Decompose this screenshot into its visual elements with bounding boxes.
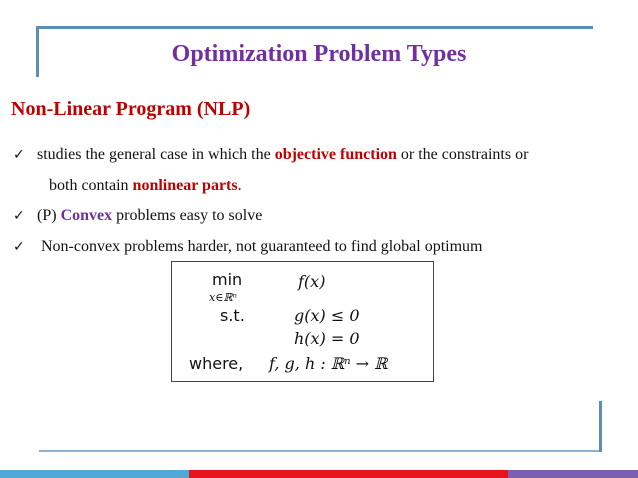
bullet-item-non-convex xyxy=(13,238,482,256)
bullet-text: (P) xyxy=(37,207,61,224)
checkmark-icon: ✓ xyxy=(13,208,25,224)
formula-min: min xyxy=(212,270,243,289)
footer-segment-red xyxy=(189,470,508,478)
highlight-nonlinear-parts: nonlinear parts xyxy=(132,177,238,194)
frame-bottom-line xyxy=(39,450,602,452)
checkmark-icon: ✓ xyxy=(13,239,25,255)
slide-subtitle: Non-Linear Program (NLP) xyxy=(11,98,251,120)
checkmark-icon: ✓ xyxy=(13,147,25,163)
bullet-continuation xyxy=(49,177,242,195)
highlight-objective-function: objective function xyxy=(274,146,397,163)
highlight-convex: Convex xyxy=(60,207,113,224)
formula-objective: f(x) xyxy=(298,272,326,291)
footer-segment-blue xyxy=(0,470,189,478)
formula-where: where, xyxy=(189,354,244,373)
bullet-text: Non-convex problems harder, not guaranteed to find global optimum xyxy=(41,238,483,255)
frame-top-line xyxy=(37,26,593,29)
footer-color-bar xyxy=(0,470,638,478)
bullet-text: studies the general case in which the xyxy=(37,146,275,163)
bullet-text: . xyxy=(237,177,242,194)
formula-subject-to: s.t. xyxy=(220,306,245,325)
slide-title: Optimization Problem Types xyxy=(171,41,467,67)
frame-right-line xyxy=(599,401,602,452)
bullet-text: both contain xyxy=(49,177,133,194)
footer-segment-purple xyxy=(508,470,638,478)
bullet-item-general-case xyxy=(13,146,528,164)
formula-equality: h(x) = 0 xyxy=(294,329,360,348)
formula-mapping: f, g, h : ℝⁿ → ℝ xyxy=(269,354,388,373)
bullet-text: or the constraints or xyxy=(396,146,529,163)
formula-min-subscript: x∈ℝⁿ xyxy=(209,291,237,304)
formula-box xyxy=(171,261,434,382)
bullet-text: problems easy to solve xyxy=(112,207,263,224)
formula-inequality: g(x) ≤ 0 xyxy=(294,306,360,325)
bullet-item-convex xyxy=(13,207,262,225)
